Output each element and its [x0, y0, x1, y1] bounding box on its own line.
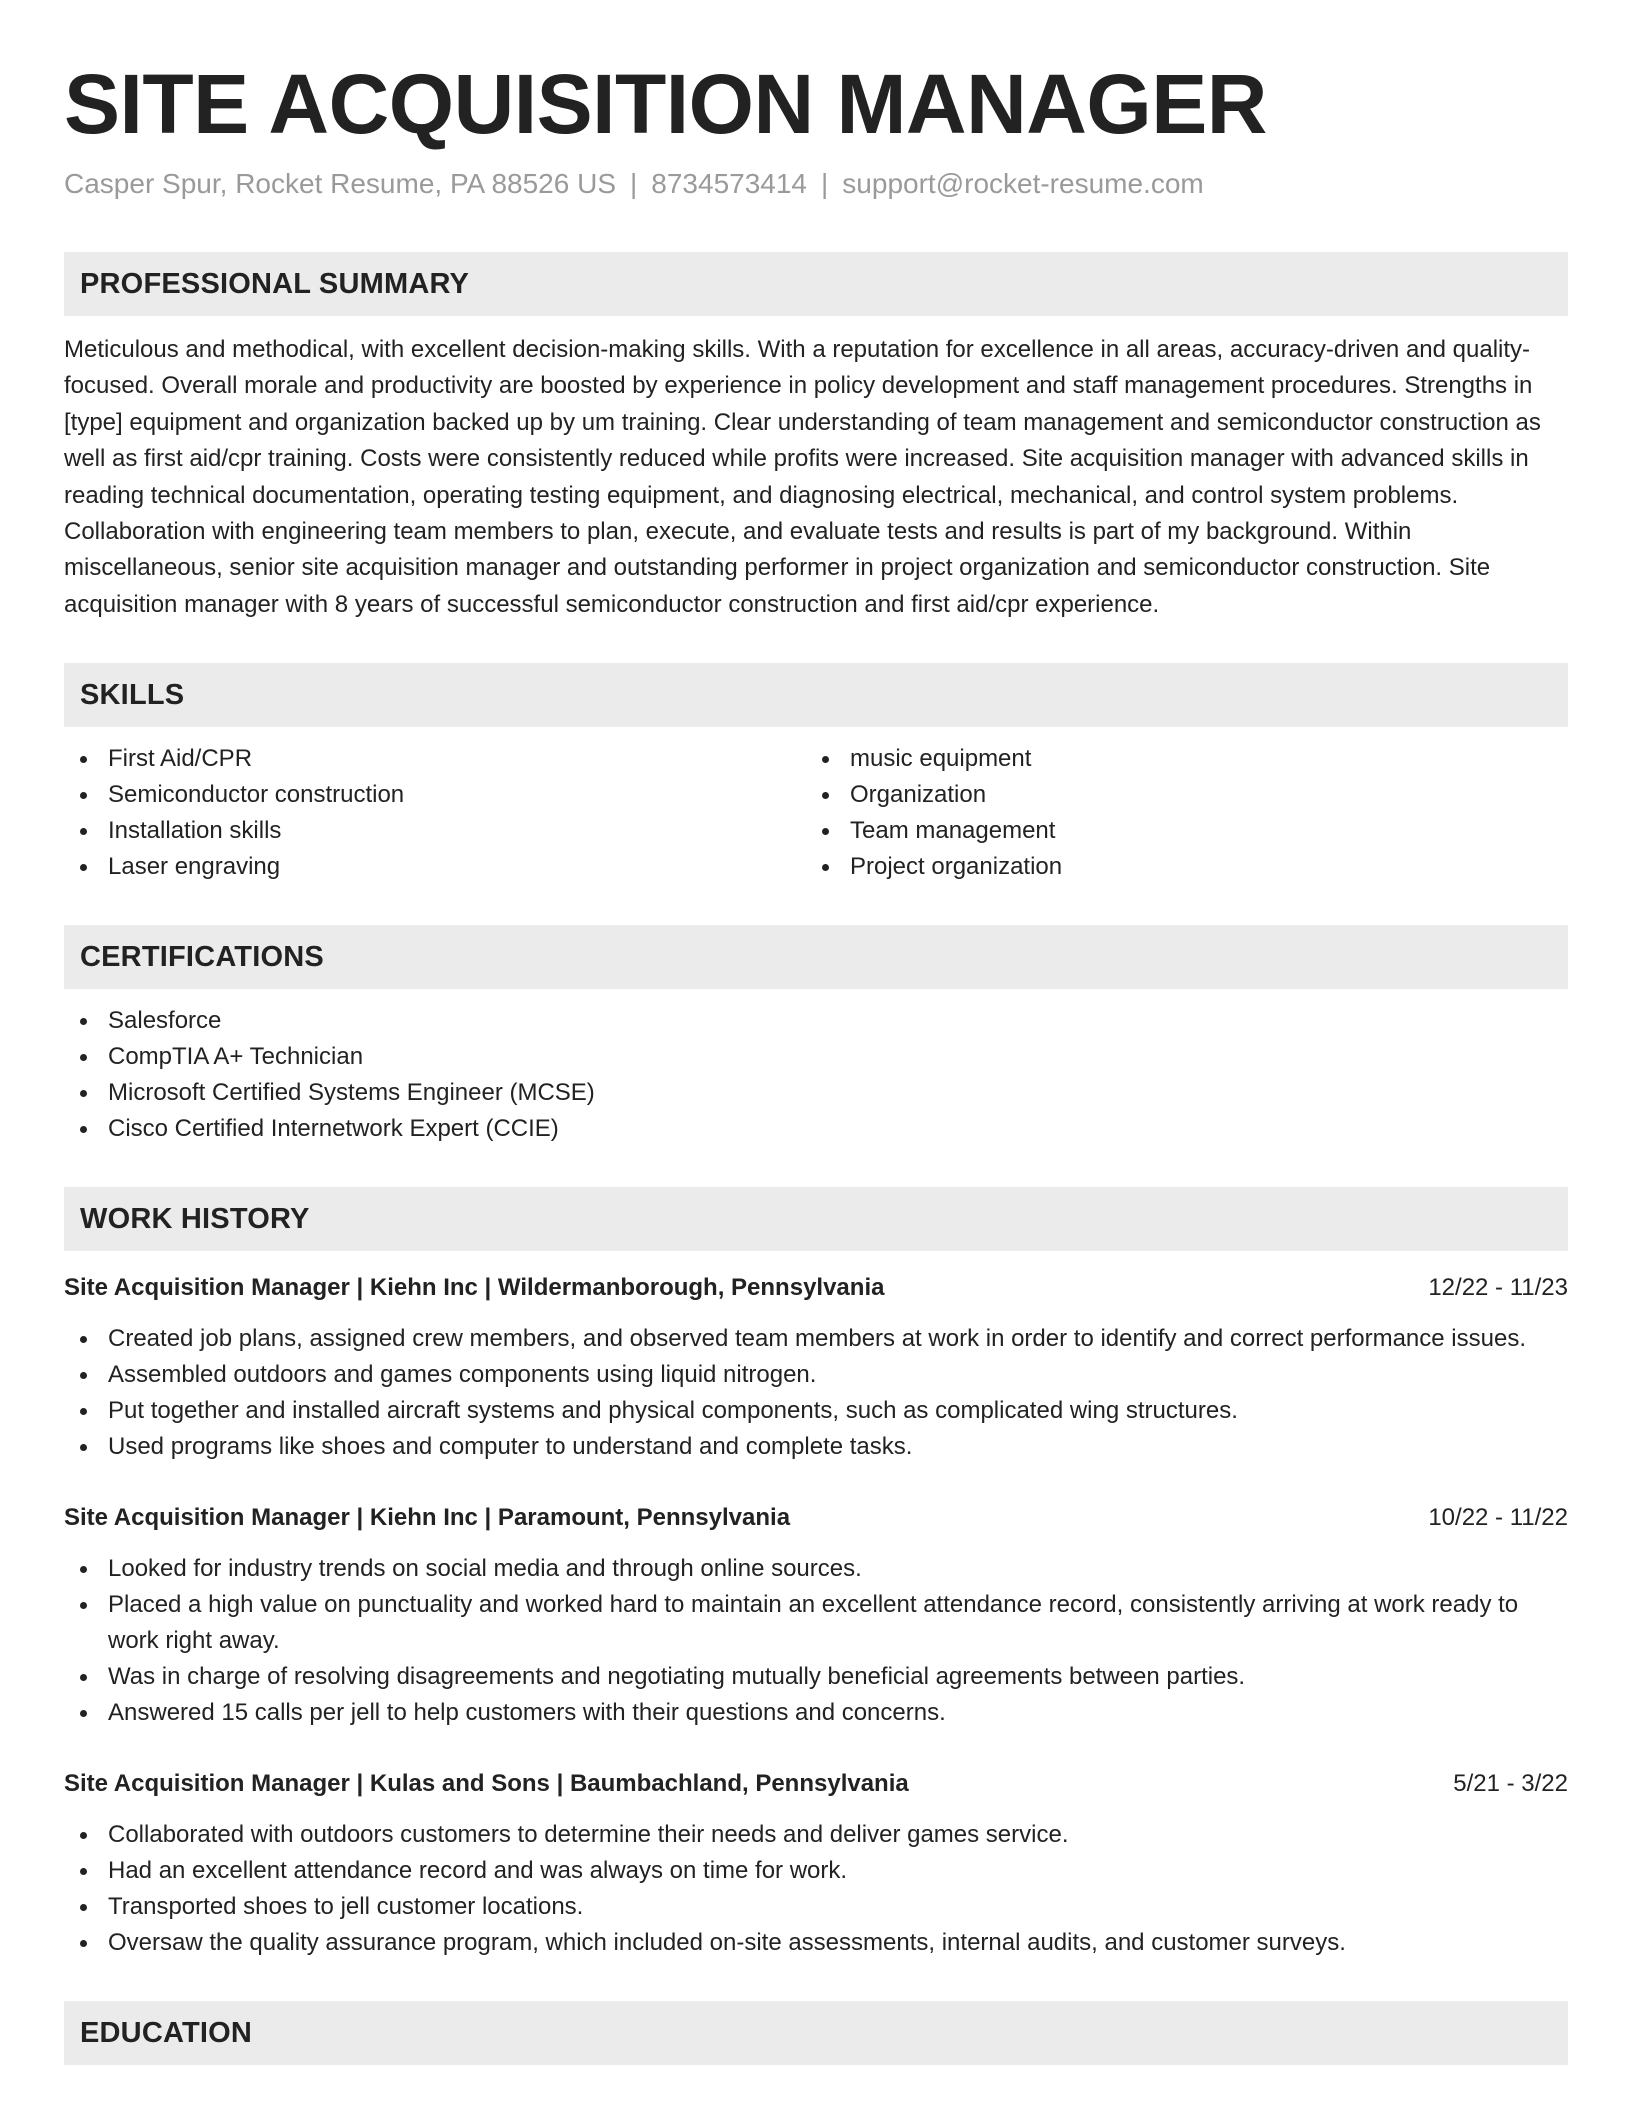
job-title: Site Acquisition Manager | Kiehn Inc | Paramount, Pennsylvania [64, 1504, 791, 1532]
job-bullet [64, 1659, 1568, 1695]
bullet-icon [80, 1832, 87, 1839]
skill-item [806, 777, 1548, 813]
bullet-icon [80, 828, 87, 835]
section-heading-skills: SKILLS [64, 663, 1568, 727]
bullet-icon [822, 792, 829, 799]
certification-item [64, 1111, 1568, 1147]
certification-label: CompTIA A+ Technician [108, 1043, 364, 1071]
bullet-icon [80, 1904, 87, 1911]
job-bullet [64, 1429, 1568, 1465]
job-bullet [64, 1853, 1568, 1889]
job-header [64, 1271, 1568, 1305]
bullet-icon [80, 1018, 87, 1025]
bullet-icon [80, 1710, 87, 1717]
bullet-icon [822, 828, 829, 835]
job-bullets [64, 1321, 1568, 1465]
certification-label: Cisco Certified Internetwork Expert (CCIE) [108, 1115, 559, 1143]
job-bullet [64, 1587, 1568, 1659]
job-bullet-text: Placed a high value on punctuality and worked hard to maintain an excellent attendance record, consistently arriving at work ready to work right away. [108, 1591, 1519, 1655]
job-dates: 10/22 - 11/22 [1428, 1504, 1568, 1532]
bullet-icon [80, 1126, 87, 1133]
bullet-icon [822, 864, 829, 871]
contact-email: support@rocket-resume.com [842, 168, 1204, 199]
certification-item [64, 1039, 1568, 1075]
bullet-icon [80, 1674, 87, 1681]
contact-line [64, 166, 1568, 202]
skill-label: Semiconductor construction [108, 781, 405, 809]
job-title: Site Acquisition Manager | Kiehn Inc | Wildermanborough, Pennsylvania [64, 1274, 885, 1302]
section-heading-certifications: CERTIFICATIONS [64, 925, 1568, 989]
job-bullet [64, 1357, 1568, 1393]
bullet-icon [80, 1408, 87, 1415]
bullet-icon [80, 1940, 87, 1947]
bullet-icon [80, 864, 87, 871]
resume-title: SITE ACQUISITION MANAGER [64, 57, 1267, 151]
job-bullet-text: Put together and installed aircraft systems and physical components, such as complicated wing structures. [108, 1397, 1238, 1425]
job-bullet-text: Collaborated with outdoors customers to determine their needs and deliver games service. [108, 1821, 1069, 1849]
certification-label: Salesforce [108, 1007, 222, 1035]
job-bullet [64, 1925, 1568, 1961]
summary-text: Meticulous and methodical, with excellent decision-making skills. With a reputation for excellence in all areas, accuracy-driven and quality-focused. Overall morale and productivity are boosted by experience in policy development and staff management procedures. Strengths in [type] equipment and organization backed up by um training. Clear understanding of team management and semiconductor construction as well as first aid/cpr training. Costs were consistently reduced while profits were increased. Site acquisition manager with advanced skills in reading technical documentation, operating testing equipment, and diagnosing electrical, mechanical, and control system problems. Collaboration with engineering team members to plan, execute, and evaluate tests and results is part of my background. Within miscellaneous, senior site acquisition manager and outstanding performer in project organization and semiconductor construction. Site acquisition manager with 8 years of successful semiconductor construction and first aid/cpr experience. [64, 336, 1541, 618]
job-bullet-text: Oversaw the quality assurance program, which included on-site assessments, internal audits, and customer surveys. [108, 1929, 1346, 1957]
job-bullet-text: Had an excellent attendance record and was always on time for work. [108, 1857, 848, 1885]
job-bullet-text: Assembled outdoors and games components using liquid nitrogen. [108, 1361, 817, 1389]
contact-separator: | [630, 168, 638, 199]
bullet-icon [822, 756, 829, 763]
job-bullet-text: Transported shoes to jell customer locations. [108, 1893, 584, 1921]
job-header [64, 1501, 1568, 1535]
bullet-icon [80, 1602, 87, 1609]
section-heading-summary: PROFESSIONAL SUMMARY [64, 252, 1568, 316]
section-heading-education: EDUCATION [64, 2001, 1568, 2065]
skill-label: Team management [850, 817, 1056, 845]
bullet-icon [80, 792, 87, 799]
skill-label: music equipment [850, 745, 1032, 773]
bullet-icon [80, 1566, 87, 1573]
contact-address: Casper Spur, Rocket Resume, PA 88526 US [64, 168, 616, 199]
contact-separator: | [821, 168, 829, 199]
job-bullet [64, 1889, 1568, 1925]
skill-label: Installation skills [108, 817, 282, 845]
skill-label: First Aid/CPR [108, 745, 253, 773]
bullet-icon [80, 756, 87, 763]
job-bullet-text: Was in charge of resolving disagreements and negotiating mutually beneficial agreements between parties. [108, 1663, 1246, 1691]
job-dates: 5/21 - 3/22 [1453, 1770, 1568, 1798]
skill-item [64, 741, 806, 777]
job-title: Site Acquisition Manager | Kulas and Sons | Baumbachland, Pennsylvania [64, 1770, 909, 1798]
job-bullets [64, 1817, 1568, 1961]
job-bullet [64, 1321, 1568, 1357]
certifications-list [64, 1003, 1568, 1147]
skills-grid [64, 741, 1568, 885]
certification-label: Microsoft Certified Systems Engineer (MCSE) [108, 1079, 595, 1107]
skill-label: Laser engraving [108, 853, 281, 881]
job-bullet [64, 1551, 1568, 1587]
bullet-icon [80, 1054, 87, 1061]
certification-item [64, 1003, 1568, 1039]
skill-item [64, 813, 806, 849]
job-bullet-text: Looked for industry trends on social media and through online sources. [108, 1555, 862, 1583]
skill-item [64, 777, 806, 813]
bullet-icon [80, 1868, 87, 1875]
bullet-icon [80, 1090, 87, 1097]
contact-phone: 8734573414 [651, 168, 808, 199]
skill-item [64, 849, 806, 885]
skill-label: Project organization [850, 853, 1063, 881]
bullet-icon [80, 1444, 87, 1451]
job-bullet-text: Answered 15 calls per jell to help customers with their questions and concerns. [108, 1699, 946, 1727]
certification-item [64, 1075, 1568, 1111]
job-bullet [64, 1695, 1568, 1731]
job-header [64, 1767, 1568, 1801]
job-bullets [64, 1551, 1568, 1731]
bullet-icon [80, 1336, 87, 1343]
skill-item [806, 813, 1548, 849]
skills-list-right [806, 741, 1548, 885]
section-heading-work-history: WORK HISTORY [64, 1187, 1568, 1251]
job-dates: 12/22 - 11/23 [1428, 1274, 1568, 1302]
skills-list-left [64, 741, 806, 885]
bullet-icon [80, 1372, 87, 1379]
skill-item [806, 849, 1548, 885]
skill-label: Organization [850, 781, 987, 809]
job-bullet-text: Used programs like shoes and computer to understand and complete tasks. [108, 1433, 913, 1461]
job-bullet [64, 1817, 1568, 1853]
skill-item [806, 741, 1548, 777]
job-bullet [64, 1393, 1568, 1429]
job-bullet-text: Created job plans, assigned crew members, and observed team members at work in order to identify and correct performance issues. [108, 1325, 1526, 1353]
